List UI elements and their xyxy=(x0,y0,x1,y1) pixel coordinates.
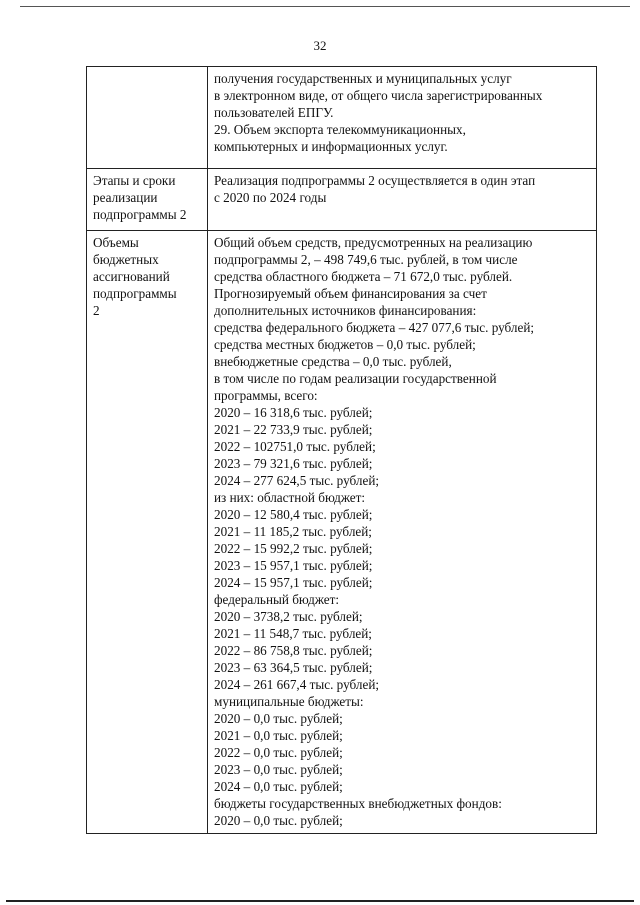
text-line: бюджеты государственных внебюджетных фондов: xyxy=(214,796,502,811)
text-line: 2021 – 0,0 тыс. рублей; xyxy=(214,728,343,743)
text-line: средства областного бюджета – 71 672,0 тыс. рублей. xyxy=(214,269,513,284)
text-line: 2024 – 15 957,1 тыс. рублей; xyxy=(214,575,373,590)
text-line: получения государственных и муниципальных услуг xyxy=(214,71,512,86)
text-line: дополнительных источников финансирования: xyxy=(214,303,477,318)
label-line: 2 xyxy=(93,303,100,318)
label-line: ассигнований xyxy=(93,269,170,284)
table-row-stages xyxy=(87,169,597,231)
text-line: 2022 – 102751,0 тыс. рублей; xyxy=(214,439,376,454)
text-line: 2021 – 11 185,2 тыс. рублей; xyxy=(214,524,372,539)
text-line: в том числе по годам реализации государственной xyxy=(214,371,497,386)
row-label xyxy=(87,169,208,231)
text-line: муниципальные бюджеты: xyxy=(214,694,364,709)
text-line: средства федерального бюджета – 427 077,6 тыс. рублей; xyxy=(214,320,535,335)
table-row-budget-allocations xyxy=(87,231,597,834)
text-line: 2020 – 3738,2 тыс. рублей; xyxy=(214,609,363,624)
text-line: с 2020 по 2024 годы xyxy=(214,190,327,205)
text-line: подпрограммы 2, – 498 749,6 тыс. рублей, в том числе xyxy=(214,252,518,267)
passport-table xyxy=(86,66,597,834)
page-number: 32 xyxy=(313,38,327,53)
row-content xyxy=(208,231,597,834)
text-line: 2020 – 0,0 тыс. рублей; xyxy=(214,813,343,828)
text-line: 2020 – 16 318,6 тыс. рублей; xyxy=(214,405,373,420)
text-line: Прогнозируемый объем финансирования за счет xyxy=(214,286,487,301)
text-line: 2023 – 15 957,1 тыс. рублей; xyxy=(214,558,373,573)
text-line: 2023 – 0,0 тыс. рублей; xyxy=(214,762,343,777)
row-label-empty xyxy=(87,67,208,169)
text-line: Реализация подпрограммы 2 осуществляется в один этап xyxy=(214,173,536,188)
text-line: из них: областной бюджет: xyxy=(214,490,366,505)
text-line: 2022 – 86 758,8 тыс. рублей; xyxy=(214,643,373,658)
label-line: подпрограммы xyxy=(93,286,177,301)
label-line: реализации xyxy=(93,190,158,205)
text-line: 2022 – 0,0 тыс. рублей; xyxy=(214,745,343,760)
text-line: средства местных бюджетов – 0,0 тыс. рублей; xyxy=(214,337,476,352)
text-line: 29. Объем экспорта телекоммуникационных, xyxy=(214,122,466,137)
label-line: Этапы и сроки xyxy=(93,173,176,188)
text-line: пользователей ЕПГУ. xyxy=(214,105,334,120)
label-line: Объемы xyxy=(93,235,139,250)
bottom-rule xyxy=(6,900,634,902)
text-line: в электронном виде, от общего числа зарегистрированных xyxy=(214,88,543,103)
text-line: 2021 – 22 733,9 тыс. рублей; xyxy=(214,422,373,437)
row-content xyxy=(208,169,597,231)
text-line: компьютерных и информационных услуг. xyxy=(214,139,448,154)
text-line: 2020 – 0,0 тыс. рублей; xyxy=(214,711,343,726)
text-line: 2021 – 11 548,7 тыс. рублей; xyxy=(214,626,372,641)
text-line: Общий объем средств, предусмотренных на реализацию xyxy=(214,235,533,250)
text-line: 2023 – 79 321,6 тыс. рублей; xyxy=(214,456,373,471)
text-line: 2020 – 12 580,4 тыс. рублей; xyxy=(214,507,373,522)
row-label xyxy=(87,231,208,834)
label-line: бюджетных xyxy=(93,252,159,267)
text-line: 2024 – 0,0 тыс. рублей; xyxy=(214,779,343,794)
table-row-indicators-continued xyxy=(87,67,597,169)
text-line: внебюджетные средства – 0,0 тыс. рублей, xyxy=(214,354,452,369)
text-line: 2024 – 277 624,5 тыс. рублей; xyxy=(214,473,380,488)
text-line: федеральный бюджет: xyxy=(214,592,340,607)
text-line: 2023 – 63 364,5 тыс. рублей; xyxy=(214,660,373,675)
top-rule xyxy=(20,6,630,7)
text-line: 2022 – 15 992,2 тыс. рублей; xyxy=(214,541,373,556)
text-line: программы, всего: xyxy=(214,388,318,403)
text-line: 2024 – 261 667,4 тыс. рублей; xyxy=(214,677,380,692)
label-line: подпрограммы 2 xyxy=(93,207,187,222)
row-content xyxy=(208,67,597,169)
